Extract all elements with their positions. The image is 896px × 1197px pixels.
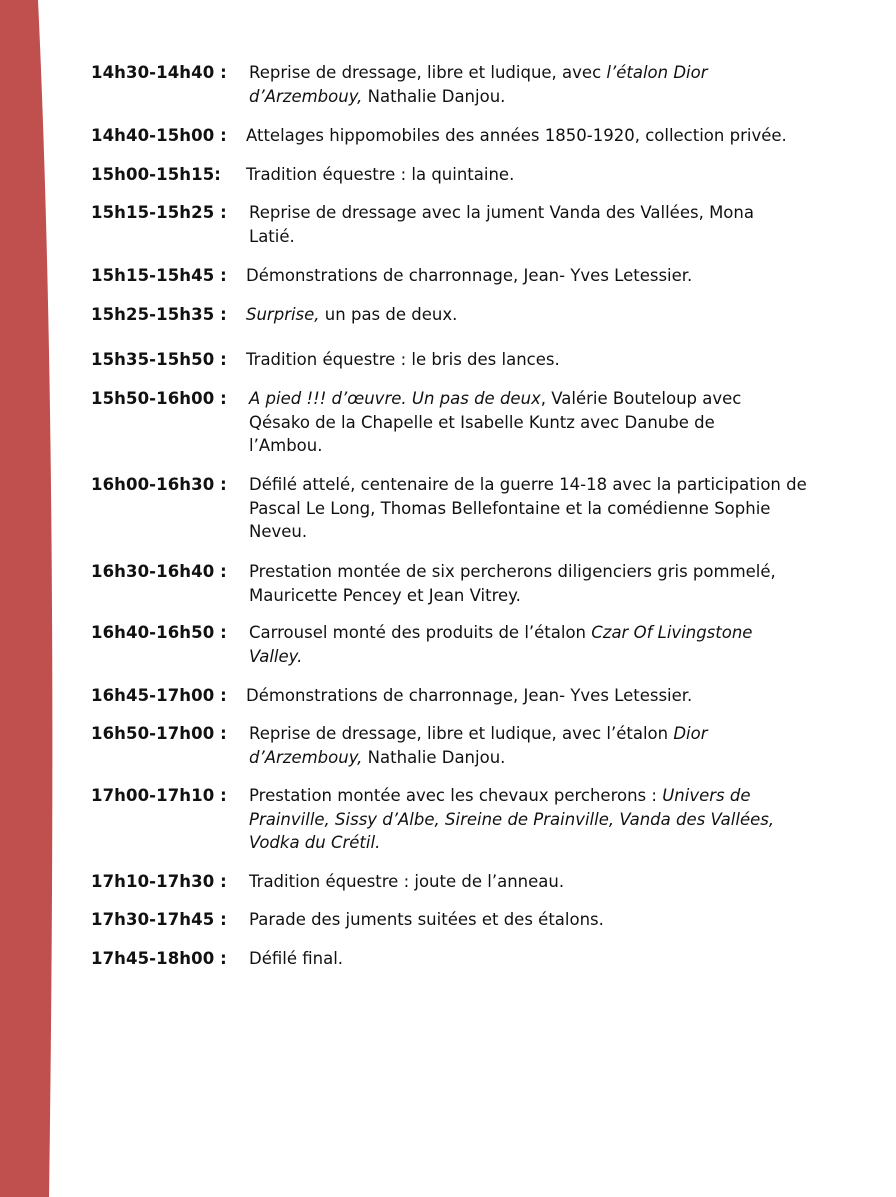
- entry-text-italic: Univers de Prainville, Sissy d’Albe, Sireine de Prainville, Vanda des Vallées, Vodka du Crétil.: [249, 786, 775, 852]
- entry-description: [249, 560, 809, 607]
- entry-description: [249, 722, 749, 769]
- entry-time: 16h40-16h50 :: [91, 623, 227, 642]
- side-decorative-band: [0, 0, 60, 1197]
- entry-time: 17h30-17h45 :: [91, 910, 227, 929]
- entry-text: Nathalie Danjou.: [362, 747, 506, 767]
- entry-time: 17h00-17h10 :: [91, 786, 227, 805]
- entry-time: 15h35-15h50 :: [91, 350, 227, 369]
- entry-time: 16h30-16h40 :: [91, 562, 227, 581]
- entry-text: Démonstrations de charronnage, Jean- Yves Letessier.: [246, 266, 693, 285]
- entry-description: [249, 387, 769, 458]
- entry-description: [246, 124, 806, 148]
- entry-time: 15h50-16h00 :: [91, 389, 227, 408]
- entry-text: Prestation montée avec les chevaux percherons :: [249, 786, 663, 805]
- entry-text: Tradition équestre : la quintaine.: [246, 165, 515, 184]
- entry-time: 14h40-15h00 :: [91, 126, 227, 145]
- entry-description: [249, 947, 809, 971]
- entry-text: Attelages hippomobiles des années 1850-1920, collection privée.: [246, 126, 787, 145]
- entry-text: Parade des juments suitées et des étalons.: [249, 910, 604, 929]
- entry-text: , Valérie Bouteloup avec Qésako de la Chapelle et Isabelle Kuntz avec Danube de l’Ambou.: [249, 389, 742, 455]
- entry-text: Démonstrations de charronnage, Jean- Yves Letessier.: [246, 686, 693, 705]
- entry-time: 15h00-15h15:: [91, 165, 221, 184]
- entry-text: Reprise de dressage, libre et ludique, avec l’étalon: [249, 724, 674, 743]
- entry-text-italic: Czar Of Livingstone Valley.: [249, 623, 753, 666]
- entry-text: Tradition équestre : joute de l’anneau.: [249, 872, 565, 891]
- entry-time: 14h30-14h40 :: [91, 63, 227, 82]
- entry-text: Défilé attelé, centenaire de la guerre 14-18 avec la participation de Pascal Le Long, Thomas Bellefontaine et la comédienne Sophie Neveu.: [249, 475, 807, 541]
- entry-text: Carrousel monté des produits de l’étalon: [249, 623, 592, 642]
- entry-description: [246, 348, 806, 372]
- entry-description: [249, 473, 809, 544]
- entry-time: 15h25-15h35 :: [91, 305, 227, 324]
- entry-text-italic: Surprise,: [246, 305, 320, 324]
- entry-description: [249, 870, 809, 894]
- entry-text-italic: Dior d’Arzembouy,: [249, 724, 708, 767]
- entry-text: Reprise de dressage, libre et ludique, avec: [249, 63, 607, 82]
- entry-time: 15h15-15h25 :: [91, 203, 227, 222]
- entry-time: 16h50-17h00 :: [91, 724, 227, 743]
- entry-description: [246, 303, 806, 327]
- entry-description: [249, 784, 809, 855]
- entry-text-italic: l’étalon Dior d’Arzembouy,: [249, 63, 708, 106]
- entry-text: un pas de deux.: [319, 305, 458, 324]
- entry-time: 16h00-16h30 :: [91, 475, 227, 494]
- entry-text: Nathalie Danjou.: [362, 86, 506, 106]
- entry-description: [249, 201, 789, 248]
- entry-description: [246, 684, 806, 708]
- entry-text-italic: A pied !!! d’œuvre. Un pas de deux: [249, 389, 541, 408]
- entry-time: 16h45-17h00 :: [91, 686, 227, 705]
- entry-time: 15h15-15h45 :: [91, 266, 227, 285]
- entry-time: 17h10-17h30 :: [91, 872, 227, 891]
- entry-description: [246, 264, 806, 288]
- entry-time: 17h45-18h00 :: [91, 949, 227, 968]
- entry-text: Tradition équestre : le bris des lances.: [246, 350, 560, 369]
- entry-description: [249, 61, 809, 108]
- entry-text: Reprise de dressage avec la jument Vanda des Vallées, Mona Latié.: [249, 203, 754, 246]
- entry-description: [249, 621, 789, 668]
- entry-text: Prestation montée de six percherons diligenciers gris pommelé, Mauricette Pencey et Jean Vitrey.: [249, 562, 776, 605]
- entry-description: [249, 908, 809, 932]
- entry-text: Défilé final.: [249, 949, 344, 968]
- entry-description: [246, 163, 806, 187]
